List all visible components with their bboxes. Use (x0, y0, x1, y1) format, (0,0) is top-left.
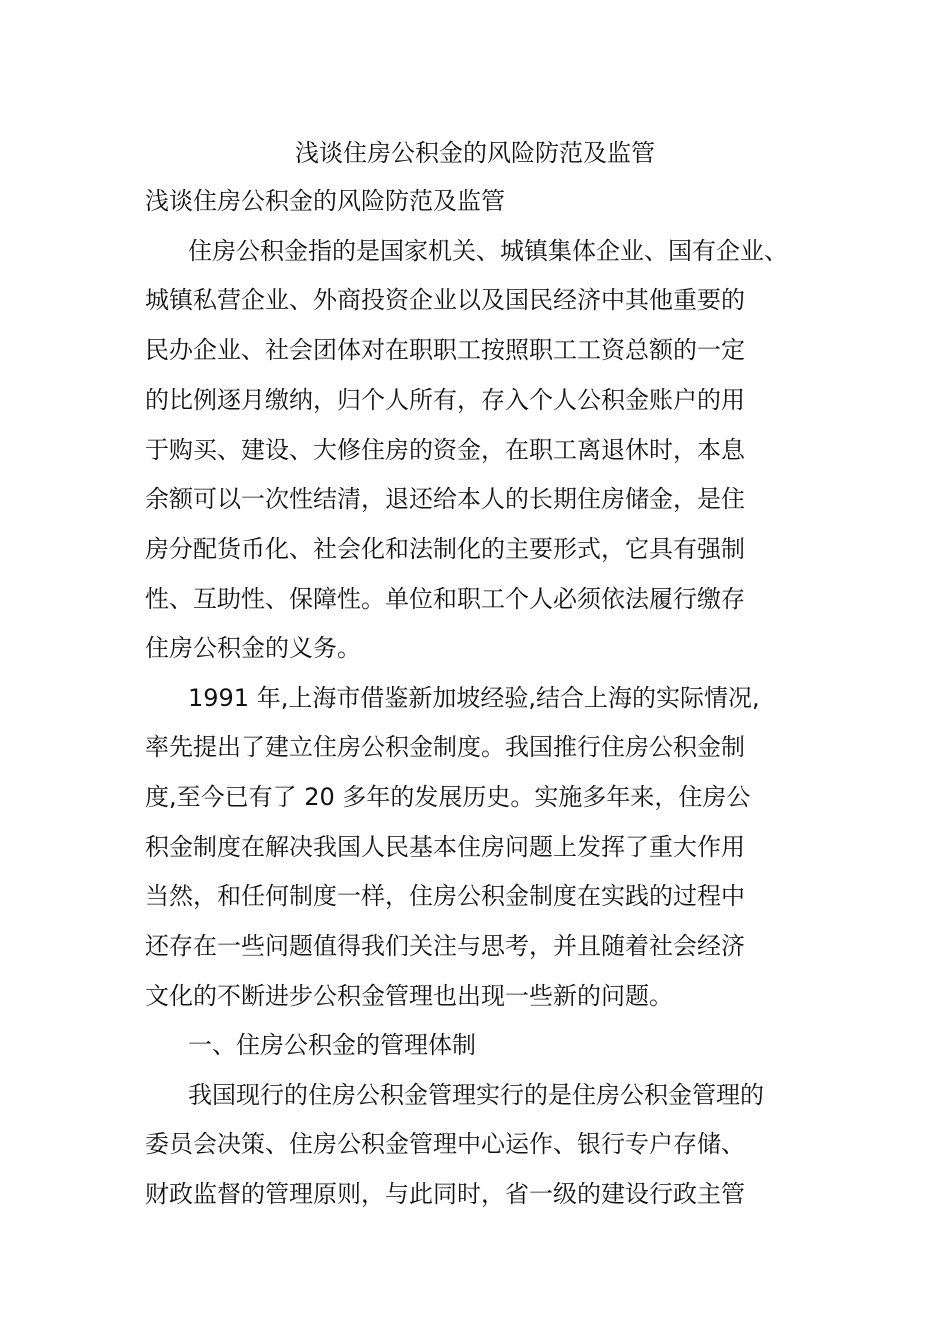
paragraph-line: 率先提出了建立住房公积金制度。我国推行住房公积金制 (145, 733, 745, 761)
paragraph-line: 财政监督的管理原则，与此同时，省一级的建设行政主管 (145, 1180, 745, 1208)
paragraph-line: 住房公积金的义务。 (145, 634, 361, 662)
paragraph-line: 积金制度在解决我国人民基本住房问题上发挥了重大作用 (145, 833, 745, 861)
paragraph-line: 城镇私营企业、外商投资企业以及国民经济中其他重要的 (145, 286, 745, 314)
paragraph-line: 1991 年,上海市借鉴新加坡经验,结合上海的实际情况, (188, 684, 760, 712)
paragraph-line: 当然，和任何制度一样，住房公积金制度在实践的过程中 (145, 882, 745, 910)
paragraph-line: 住房公积金指的是国家机关、城镇集体企业、国有企业、 (188, 237, 788, 265)
paragraph-line: 还存在一些问题值得我们关注与思考，并且随着社会经济 (145, 932, 745, 960)
paragraph-line: 的比例逐月缴纳，归个人所有，存入个人公积金账户的用 (145, 386, 745, 414)
paragraph-line: 文化的不断进步公积金管理也出现一些新的问题。 (145, 982, 673, 1010)
paragraph-line: 于购买、建设、大修住房的资金，在职工离退休时，本息 (145, 436, 745, 464)
paragraph-line: 度,至今已有了 20 多年的发展历史。实施多年来，住房公 (145, 783, 751, 811)
paragraph-line: 余额可以一次性结清，退还给本人的长期住房储金，是住 (145, 485, 745, 513)
paragraph-line: 委员会决策、住房公积金管理中心运作、银行专户存储、 (145, 1130, 745, 1158)
paragraph-line: 民办企业、社会团体对在职职工按照职工工资总额的一定 (145, 336, 745, 364)
document-title: 浅谈住房公积金的风险防范及监管 (295, 139, 655, 167)
document-subtitle: 浅谈住房公积金的风险防范及监管 (145, 187, 505, 215)
section-heading: 一、住房公积金的管理体制 (188, 1031, 476, 1059)
paragraph-line: 性、互助性、保障性。单位和职工个人必须依法履行缴存 (145, 585, 745, 613)
paragraph-line: 房分配货币化、社会化和法制化的主要形式，它具有强制 (145, 535, 745, 563)
paragraph-line: 我国现行的住房公积金管理实行的是住房公积金管理的 (188, 1081, 764, 1109)
